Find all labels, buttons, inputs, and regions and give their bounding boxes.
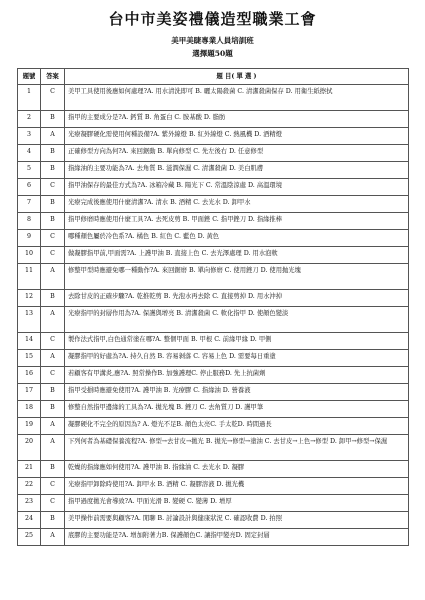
question-number: 7 [18, 196, 41, 213]
table-row [18, 333, 409, 350]
answer-cell: B [41, 384, 65, 401]
table-row [18, 435, 409, 461]
question-text: 做凝膠指甲前,甲面需?A. 上護甲油 B. 直接上色 C. 去光澤處理 D. 用水泡軟 [65, 247, 409, 264]
question-text: 底膠的主要功能是?A. 增加附著力B. 保護顏色C. 讓指甲變亮D. 固定封層 [65, 529, 409, 546]
table-row [18, 461, 409, 478]
table-header-row [18, 69, 409, 85]
table-row [18, 401, 409, 418]
table-row [18, 85, 409, 111]
table-row [18, 290, 409, 307]
answer-cell: B [41, 512, 65, 529]
question-number: 9 [18, 230, 41, 247]
question-number: 17 [18, 384, 41, 401]
answer-cell: C [41, 478, 65, 495]
section-title: 選擇題50題 [192, 49, 233, 58]
question-number: 23 [18, 495, 41, 512]
question-text: 光療完成後應使用什麼清潔?A. 清水 B. 酒精 C. 去光水 D. 卸甲水 [65, 196, 409, 213]
answer-cell: C [41, 333, 65, 350]
table-row [18, 162, 409, 179]
question-text: 指甲受損時應避免使用?A. 護甲油 B. 光療膠 C. 指緣油 D. 營養液 [65, 384, 409, 401]
question-text: 去除甘皮的正確步驟?A. 乾推乾剪 B. 先泡水再去除 C. 直接剪掉 D. 用水沖掉 [65, 290, 409, 307]
table-row [18, 367, 409, 384]
table-row [18, 111, 409, 128]
answer-cell: A [41, 418, 65, 435]
question-text: 美甲操作前需要與顧客?A. 閒聊 B. 討論設計與健康狀況 C. 確認收費 D. 拍照 [65, 512, 409, 529]
header-answer: 答案 [41, 69, 65, 85]
answer-cell: A [41, 307, 65, 333]
answer-cell: B [41, 290, 65, 307]
question-number: 18 [18, 401, 41, 418]
question-text: 修整甲型時應避免哪一種動作?A. 來回鋸磨 B. 單向修磨 C. 使用銼刀 D. 使用抛光塊 [65, 264, 409, 290]
question-number: 19 [18, 418, 41, 435]
answer-cell: C [41, 179, 65, 196]
question-text: 光療指甲卸除時使用?A. 卸甲水 B. 酒精 C. 凝膠溶液 D. 拋光機 [65, 478, 409, 495]
question-number: 8 [18, 213, 41, 230]
question-number: 25 [18, 529, 41, 546]
answer-cell: A [41, 350, 65, 367]
answer-cell: C [41, 85, 65, 111]
question-number: 12 [18, 290, 41, 307]
question-text: 指緣油的主要功能為?A. 去角質 B. 滋潤保濕 C. 清潔殺菌 D. 美白肌膚 [65, 162, 409, 179]
question-number: 21 [18, 461, 41, 478]
table-row [18, 307, 409, 333]
question-text: 光療凝膠硬化需使用何種設備?A. 紫外線燈 B. 紅外線燈 C. 熱風機 D. 酒精燈 [65, 128, 409, 145]
answer-cell: B [41, 162, 65, 179]
answer-cell: C [41, 495, 65, 512]
question-text: 指甲的主要成分是?A. 鈣質 B. 角蛋白 C. 胺基酸 D. 脂肪 [65, 111, 409, 128]
question-text: 指甲過度拋光會導致?A. 甲面光滑 B. 變硬 C. 變薄 D. 增厚 [65, 495, 409, 512]
question-text: 指甲油保存的最佳方式為?A. 冰箱冷藏 B. 陽光下 C. 常溫陰涼處 D. 高溫環境 [65, 179, 409, 196]
question-number: 22 [18, 478, 41, 495]
page-title: 台中市美姿禮儀造型職業工會 [108, 10, 317, 28]
answer-cell: C [41, 230, 65, 247]
question-text: 美甲工具使用後應如何處理?A. 用水清洗即可 B. 曬太陽殺菌 C. 清潔殺菌保存 D. 用衛生紙擦拭 [65, 85, 409, 111]
table-row [18, 128, 409, 145]
table-row [18, 478, 409, 495]
question-text: 光療指甲的封層作用為?A. 保護與增亮 B. 清潔殺菌 C. 軟化指甲 D. 使顏色變淡 [65, 307, 409, 333]
question-text: 下列何者為基礎保養流程?A. 修型→去甘皮→拋光 B. 拋光→修型→塗油 C. 去甘皮→上色→修型 D. 卸甲→修型→保濕 [65, 435, 409, 461]
question-text: 凝膠指甲的好處為?A. 持久自然 B. 容易剝落 C. 容易上色 D. 需要每日重塗 [65, 350, 409, 367]
question-number: 2 [18, 111, 41, 128]
answer-cell: B [41, 461, 65, 478]
question-number: 3 [18, 128, 41, 145]
answer-cell: A [41, 529, 65, 546]
answer-cell: B [41, 145, 65, 162]
header-question: 題 目( 單 選 ) [65, 69, 409, 85]
answer-cell: C [41, 247, 65, 264]
question-text: 哪種顏色屬於冷色系?A. 橘色 B. 紅色 C. 藍色 D. 黃色 [65, 230, 409, 247]
course-subtitle: 美甲美睫專業人員培訓班 [171, 36, 254, 45]
table-row [18, 247, 409, 264]
answer-cell: B [41, 196, 65, 213]
question-number: 5 [18, 162, 41, 179]
question-text: 正確修型方向為何?A. 來回鋸動 B. 單向修型 C. 先左後右 D. 任意修型 [65, 145, 409, 162]
question-text: 凝膠硬化不完全的原因為? A. 燈光不足B. 顏色太亮C. 手太乾D. 時間過長 [65, 418, 409, 435]
question-number: 14 [18, 333, 41, 350]
table-row [18, 495, 409, 512]
table-row [18, 350, 409, 367]
question-number: 4 [18, 145, 41, 162]
question-table [17, 68, 409, 546]
question-number: 16 [18, 367, 41, 384]
question-number: 15 [18, 350, 41, 367]
answer-cell: A [41, 435, 65, 461]
table-row [18, 230, 409, 247]
answer-cell: B [41, 401, 65, 418]
question-text: 修整自然指甲邊緣的工具為?A. 拋光塊 B. 銼刀 C. 去角質刀 D. 護甲筆 [65, 401, 409, 418]
question-number: 10 [18, 247, 41, 264]
table-row [18, 384, 409, 401]
table-row [18, 512, 409, 529]
table-row [18, 418, 409, 435]
table-row [18, 145, 409, 162]
question-number: 11 [18, 264, 41, 290]
header-number: 題號 [18, 69, 41, 85]
question-text: 製作法式指甲,白色通常塗在哪?A. 整個甲面 B. 甲根 C. 前緣甲緣 D. 甲側 [65, 333, 409, 350]
answer-cell: A [41, 264, 65, 290]
answer-cell: C [41, 367, 65, 384]
question-number: 6 [18, 179, 41, 196]
answer-cell: A [41, 128, 65, 145]
question-text: 若顧客有甲溝炎,應?A. 照常操作B. 加強護理C. 停止服務D. 先上抗菌劑 [65, 367, 409, 384]
table-row [18, 529, 409, 546]
question-number: 24 [18, 512, 41, 529]
question-number: 13 [18, 307, 41, 333]
answer-cell: B [41, 111, 65, 128]
table-row [18, 196, 409, 213]
question-number: 1 [18, 85, 41, 111]
answer-cell: B [41, 213, 65, 230]
question-text: 指甲修磨時應使用什麼工具?A. 去死皮剪 B. 甲面銼 C. 指甲銼刀 D. 指緣推棒 [65, 213, 409, 230]
table-row [18, 213, 409, 230]
table-row [18, 264, 409, 290]
question-text: 乾燥的指緣應如何使用?A. 護甲油 B. 指緣油 C. 去光水 D. 凝膠 [65, 461, 409, 478]
question-number: 20 [18, 435, 41, 461]
table-row [18, 179, 409, 196]
